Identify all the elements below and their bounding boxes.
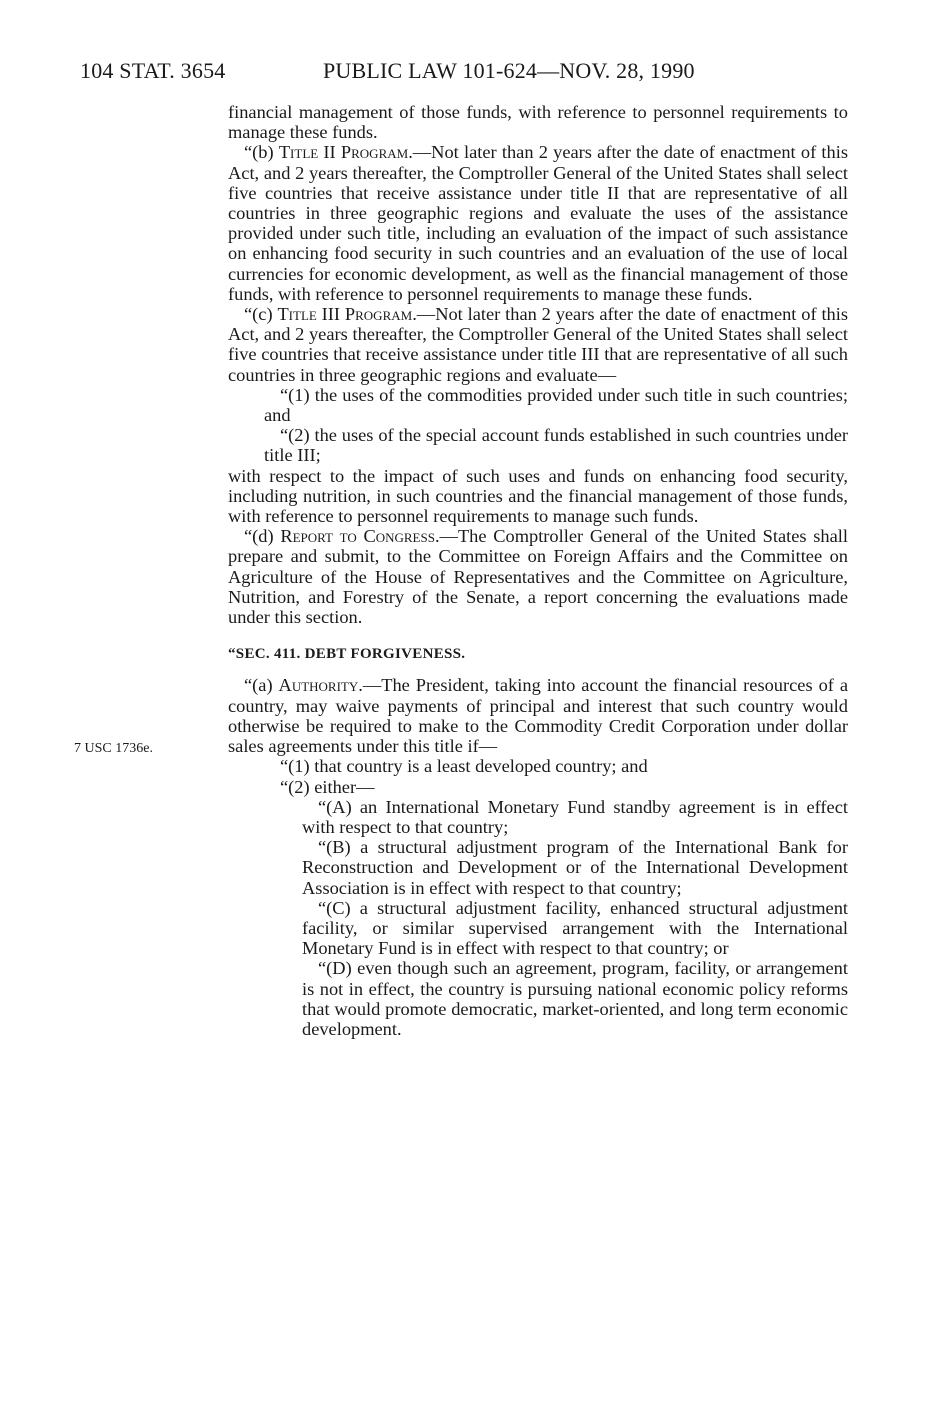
paragraph-c2: “(2) the uses of the special account funds established in such countries under title III; [264, 425, 848, 466]
subparagraph-a-C: “(C) a structural adjustment facility, enhanced structural adjustment facility, or similar supervised arrangement with the International Monetary Fund is in effect with respect to that country; or [302, 897, 848, 959]
subsection-b-heading: Title II Program [278, 142, 409, 163]
subsection-b-text: .—Not later than 2 years after the date of enactment of this Act, and 2 years thereafter, the Comptroller General of the United States shall select five countries that receive assistance under title II that are representative of all countries in three geographic regions and evaluate the uses of the assistance provided under such title, including an evaluation of the impact of such assistance on enhancing food security in such countries and an evaluation of the use of local currencies for economic development, as well as the financial management of those funds, with reference to personnel requirements to manage these funds. [228, 142, 848, 304]
subparagraph-a-B: “(B) a structural adjustment program of the International Bank for Reconstruction and Development or of the International Development Association is in effect with respect to that country; [302, 837, 848, 898]
margin-citation: 7 USC 1736e. [74, 741, 153, 756]
subsection-b-open: “(b) [244, 142, 279, 163]
subsection-c-open: “(c) [244, 304, 278, 325]
subsection-c [228, 304, 848, 385]
subsection-d [228, 526, 848, 627]
subsection-c-text: .—Not later than 2 years after the date of enactment of this Act, and 2 years thereafter, the Comptroller General of the United States shall select five countries that receive assistance under title III that are representative of all such countries in three geographic regions and evaluate— [228, 304, 849, 385]
subsection-a-text: .—The President, taking into account the financial resources of a country, may waive payments of principal and interest that such country would otherwise be required to make to the Commodity Credit Corporation under dollar sales agreements under this title if— [228, 675, 849, 757]
paragraph-c1: “(1) the uses of the commodities provided under such title in such countries; and [264, 384, 848, 426]
running-header-title: PUBLIC LAW 101-624—NOV. 28, 1990 [323, 58, 695, 83]
subsection-d-heading: Report to Congress [280, 526, 435, 547]
paragraph-a1: “(1) that country is a least developed country; and [280, 756, 648, 777]
subparagraph-a-D: “(D) even though such an agreement, program, facility, or arrangement is not in effect, the country is pursuing national economic policy reforms that would promote democratic, market-oriented, and long term economic development. [302, 958, 848, 1039]
subsection-a-heading: Authority [278, 675, 359, 696]
paragraph-intro: financial management of those funds, with reference to personnel requirements to manage these funds. [228, 102, 848, 143]
document-body [228, 102, 848, 1039]
section-heading: “SEC. 411. DEBT FORGIVENESS. [228, 646, 466, 663]
paragraph-a2: “(2) either— [280, 776, 375, 797]
subsection-b [228, 142, 848, 304]
subsection-d-text: .—The Comptroller General of the United States shall prepare and submit, to the Committee on Foreign Affairs and the Committee on Agriculture of the House of Representatives and the Committee on Agriculture, Nutrition, and Forestry of the Senate, a report concerning the evaluations made under this section. [228, 526, 848, 628]
subsection-d-open: “(d) [244, 526, 281, 547]
subsection-a-open: “(a) [244, 675, 279, 696]
subsection-c-heading: Title III Program [277, 304, 413, 325]
subsection-a [228, 675, 848, 756]
subparagraph-a-A: “(A) an International Monetary Fund standby agreement is in effect with respect to that country; [302, 796, 848, 837]
subsection-c-tail: with respect to the impact of such uses and funds on enhancing food security, including nutrition, in such countries and the financial management of those funds, with reference to personnel requirements to manage such funds. [228, 465, 848, 527]
page-stat-reference: 104 STAT. 3654 [80, 58, 226, 83]
